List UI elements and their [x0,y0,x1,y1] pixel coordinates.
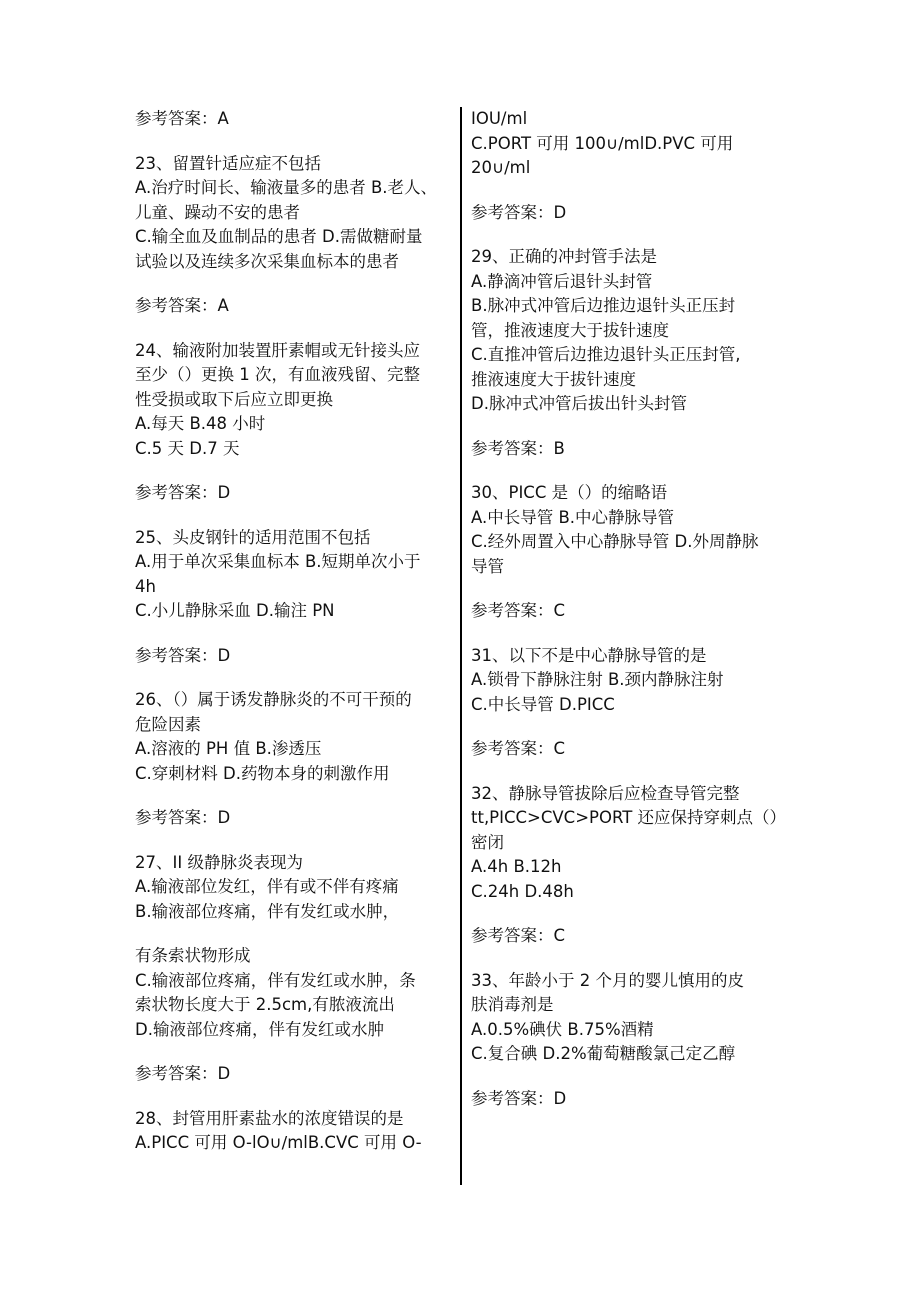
block-gap [135,831,450,851]
question-line: 有条索状物形成 [135,946,251,965]
answer-line: 参考答案：A [135,109,229,128]
question-line: C.直推冲管后边推边退针头正压封管, [471,345,741,364]
question-block [135,688,450,786]
block-gap [135,506,450,526]
question-block [135,526,450,624]
question-line: B.输液部位疼痛，伴有发红或水肿， [135,901,400,921]
block-gap [135,319,450,339]
block-gap [471,579,791,599]
question-line: 28、封管用肝素盐水的浓度错误的是 [135,1108,404,1128]
block-gap [135,461,450,481]
block-gap [471,181,791,201]
question-line: C.经外周置入中心静脉导管 D.外周静脉 [471,532,759,551]
question-line: 26、（）属于诱发静脉炎的不可干预的 [135,690,412,709]
question-line: 31、以下不是中心静脉导管的是 [471,645,707,665]
question-line: IOU/ml [471,109,528,128]
question-line: C.小儿静脉采血 D.输注 PN [135,601,335,620]
question-line: 性受损或取下后应立即更换 [135,389,333,409]
answer-line: 参考答案：C [471,601,566,620]
question-line: A.输液部位发红，伴有或不伴有疼痛 [135,877,399,896]
question-line: C.复合碘 D.2%葡萄糖酸氯己定乙醇 [471,1044,736,1063]
question-line: A.静滴冲管后退针头封管 [471,271,653,291]
question-block [135,339,450,462]
block-gap [135,786,450,806]
answer-line: 参考答案：B [471,438,565,458]
question-line: A.每天 B.48 小时 [135,414,266,433]
left-column [135,107,450,1156]
answer-line: 参考答案：C [471,739,566,758]
answer-line: 参考答案：D [135,645,231,665]
question-line: 危险因素 [135,714,201,734]
question-line: 23、留置针适应症不包括 [135,153,321,173]
answer-line: 参考答案：A [135,296,229,315]
question-line: 至少（）更换 1 次，有血液残留、完整 [135,365,420,384]
question-block [135,152,450,275]
question-line: 儿童、躁动不安的患者 [135,202,300,222]
question-line: A.中长导管 B.中心静脉导管 [471,507,675,527]
question-block [471,481,791,579]
question-line: 索状物长度大于 2.5cm,有脓液流出 [135,995,395,1014]
question-block [471,107,791,181]
question-line: 管，推液速度大于拔针速度 [471,320,669,340]
question-line: 29、正确的冲封管手法是 [471,247,657,266]
question-block [135,944,450,1042]
answer-line: 参考答案：D [135,1064,231,1083]
block-gap [135,1087,450,1107]
question-line: C.5 天 D.7 天 [135,438,240,458]
question-line: B.脉冲式冲管后边推边退针头正压封 [471,296,736,315]
question-line: 推液速度大于拔针速度 [471,369,636,389]
question-line: A.治疗时间长、输液量多的患者 B.老人、 [135,178,438,197]
block-gap [135,1042,450,1062]
answer-line: 参考答案：C [471,926,566,945]
block-gap [471,624,791,644]
block-gap [135,624,450,644]
question-line: 24、输液附加装置肝素帽或无针接头应 [135,340,420,360]
question-block [471,969,791,1067]
answer-line: 参考答案：D [471,1088,567,1108]
question-line: 导管 [471,556,504,576]
question-line: C.输全血及血制品的患者 D.需做糖耐量 [135,227,423,246]
question-block [471,782,791,905]
question-line: 肤消毒剂是 [471,995,554,1014]
block-gap [471,461,791,481]
question-line: C.中长导管 D.PICC [471,694,615,714]
question-line: 30、PICC 是（）的缩略语 [471,483,668,502]
question-line: 27、II 级静脉炎表现为 [135,852,303,872]
block-gap [471,717,791,737]
question-line: C.PORT 可用 100∪∕mlD.PVC 可用 [471,133,734,153]
block-gap [471,225,791,245]
question-line: A.PICC 可用 O-lO∪∕mlB.CVC 可用 O- [135,1133,422,1152]
block-gap [135,274,450,294]
question-line: A.4h B.12h [471,857,562,876]
question-line: 试验以及连续多次采集血标本的患者 [135,251,399,271]
question-line: C.输液部位疼痛，伴有发红或水肿，条 [135,970,416,990]
question-line: A.用于单次采集血标本 B.短期单次小于 [135,552,421,571]
block-gap [471,1067,791,1087]
question-block [135,851,450,925]
right-column [471,107,791,1111]
block-gap [471,762,791,782]
question-line: 4h [135,576,156,596]
question-block [471,245,791,417]
question-line: A.0.5%碘伏 B.75%酒精 [471,1019,654,1039]
block-gap [135,668,450,688]
question-line: 25、头皮钢针的适用范围不包括 [135,527,371,547]
question-line: tt,PICC>CVC>PORT 还应保持穿刺点（） [471,808,787,827]
block-gap [471,949,791,969]
answer-line: 参考答案：D [471,202,567,222]
question-line: 33、年龄小于 2 个月的婴儿慎用的皮 [471,970,744,990]
question-line: D.脉冲式冲管后拔出针头封管 [471,394,687,413]
column-divider [460,107,462,1185]
answer-line: 参考答案：D [135,483,231,502]
question-line: 密闭 [471,832,504,852]
answer-line: 参考答案：D [135,808,231,827]
question-line: 32、静脉导管拔除后应检查导管完整 [471,783,740,803]
block-gap [471,417,791,437]
question-line: 20∪∕ml [471,158,531,177]
question-line: A.溶液的 PH 值 B.渗透压 [135,739,322,758]
block-gap [471,904,791,924]
question-block [471,644,791,718]
question-line: D.输液部位疼痛，伴有发红或水肿 [135,1019,384,1039]
block-gap [135,924,450,944]
question-line: A.锁骨下静脉注射 B.颈内静脉注射 [471,670,724,689]
block-gap [135,132,450,152]
question-line: C.24h D.48h [471,881,574,901]
question-block [135,1107,450,1156]
question-line: C.穿刺材料 D.药物本身的刺激作用 [135,763,390,783]
